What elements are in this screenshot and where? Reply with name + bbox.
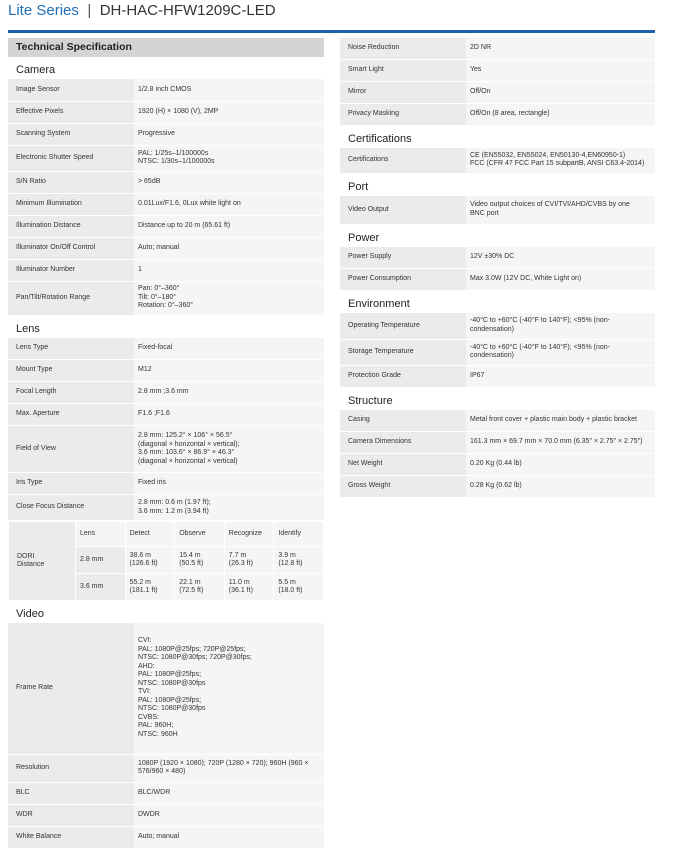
spec-value: 2.8 mm ;3.6 mm	[134, 382, 324, 404]
spec-row	[340, 81, 655, 103]
spec-key: Max. Aperture	[8, 404, 134, 426]
spec-value: Max 3.0W (12V DC, White Light on)	[466, 269, 655, 291]
spec-key: Power Supply	[340, 247, 466, 269]
spec-key: S/N Ratio	[8, 171, 134, 193]
dori-header-detect: Detect	[125, 522, 175, 547]
spec-key: Operating Temperature	[340, 313, 466, 339]
spec-key: Scanning System	[8, 123, 134, 145]
video-continued-table	[340, 38, 655, 126]
spec-key: Close Focus Distance	[8, 495, 134, 521]
spec-key: WDR	[8, 804, 134, 826]
spec-row	[8, 404, 324, 426]
section-title-certifications: Certifications	[348, 132, 412, 145]
spec-key: Iris Type	[8, 473, 134, 495]
spec-row	[8, 360, 324, 382]
spec-value: -40°C to +60°C (-40°F to 140°F); <95% (non- condensation)	[466, 313, 655, 339]
spec-row	[340, 454, 655, 476]
spec-value: -40°C to +60°C (-40°F to 140°F); <95% (non- condensation)	[466, 339, 655, 365]
spec-value: 0.20 Kg (0.44 lb)	[466, 454, 655, 476]
spec-row	[8, 623, 324, 754]
header-divider	[8, 30, 655, 33]
spec-value: Fixed iris	[134, 473, 324, 495]
spec-value: Off/On	[466, 81, 655, 103]
right-column	[340, 38, 655, 498]
spec-value: 1	[134, 259, 324, 281]
spec-row	[8, 123, 324, 145]
dori-table	[8, 521, 324, 601]
spec-key: Protection Grade	[340, 365, 466, 387]
spec-value: Off/On (8 area, rectangle)	[466, 103, 655, 125]
dori-lens: 2.8 mm	[76, 547, 126, 574]
dori-recognize: 11.0 m (36.1 ft)	[224, 574, 274, 601]
port-table	[340, 196, 655, 225]
spec-key: Focal Length	[8, 382, 134, 404]
spec-key: Frame Rate	[8, 623, 134, 754]
spec-value: M12	[134, 360, 324, 382]
header-separator: |	[87, 2, 92, 19]
spec-key: Storage Temperature	[340, 339, 466, 365]
spec-row	[8, 338, 324, 360]
spec-key: Lens Type	[8, 338, 134, 360]
spec-value: BLC/WDR	[134, 782, 324, 804]
spec-key: Video Output	[340, 196, 466, 224]
spec-key: Net Weight	[340, 454, 466, 476]
spec-row	[8, 804, 324, 826]
spec-row	[8, 754, 324, 782]
spec-value: IP67	[466, 365, 655, 387]
spec-key: Mirror	[340, 81, 466, 103]
spec-value: DWDR	[134, 804, 324, 826]
spec-row	[8, 145, 324, 171]
spec-row	[8, 237, 324, 259]
spec-key: Noise Reduction	[340, 38, 466, 59]
left-column	[8, 38, 324, 849]
spec-key: White Balance	[8, 826, 134, 848]
model-name: DH-HAC-HFW1209C-LED	[99, 2, 276, 19]
spec-value: Distance up to 20 m (65.61 ft)	[134, 215, 324, 237]
spec-row	[8, 382, 324, 404]
spec-row	[340, 339, 655, 365]
structure-table	[340, 410, 655, 499]
spec-row	[340, 148, 655, 174]
dori-header-recognize: Recognize	[224, 522, 274, 547]
spec-key: Camera Dimensions	[340, 432, 466, 454]
spec-row	[8, 215, 324, 237]
spec-value: Auto; manual	[134, 826, 324, 848]
spec-key: Gross Weight	[340, 476, 466, 498]
spec-row	[8, 171, 324, 193]
section-title-environment: Environment	[348, 298, 410, 310]
power-table	[340, 247, 655, 292]
section-title-power: Power	[348, 231, 380, 244]
spec-value: 2.8 mm: 125.2° × 106° × 56.5° (diagonal × horizontal × vertical); 3.6 mm: 103.6° × 86.9° × 46.3° (diagonal × horizontal × vertical)	[134, 426, 324, 473]
spec-key: Power Consumption	[340, 269, 466, 291]
spec-key: Certifications	[340, 148, 466, 174]
spec-row	[340, 432, 655, 454]
spec-row	[8, 281, 324, 315]
spec-key: Pan/Tilt/Rotation Range	[8, 281, 134, 315]
spec-row	[8, 79, 324, 101]
dori-recognize: 7.7 m (26.3 ft)	[224, 547, 274, 574]
dori-label: DORI Distance	[9, 522, 76, 601]
spec-value: CVI: PAL: 1080P@25fps; 720P@25fps; NTSC: 1080P@30fps; 720P@30fps; AHD: PAL: 1080P@25fps; NTSC: 1080P@30fps TVI: PAL: 1080P@25fps; NTSC: 1080P@30fps CVBS: PAL: 960H; NTSC: 960H	[134, 623, 324, 754]
spec-key: Electronic Shutter Speed	[8, 145, 134, 171]
spec-value: 1080P (1920 × 1080); 720P (1280 × 720); 960H (960 × 576/960 × 480)	[134, 754, 324, 782]
dori-detect: 38.6 m (126.6 ft)	[125, 547, 175, 574]
spec-row	[8, 495, 324, 521]
spec-value: PAL: 1/25s–1/100000s NTSC: 1/30s–1/100000s	[134, 145, 324, 171]
spec-value: Auto; manual	[134, 237, 324, 259]
spec-row	[8, 426, 324, 473]
dori-identify: 3.9 m (12.8 ft)	[274, 547, 324, 574]
spec-value: Video output choices of CVI/TVI/AHD/CVBS by one BNC port	[466, 196, 655, 224]
spec-value: 12V ±30% DC	[466, 247, 655, 269]
series-name: Lite Series	[8, 2, 79, 19]
spec-row	[340, 59, 655, 81]
spec-row	[340, 476, 655, 498]
page-header	[8, 2, 276, 24]
spec-key: Mount Type	[8, 360, 134, 382]
spec-value: 1/2.8 inch CMOS	[134, 79, 324, 101]
section-title-camera: Camera	[16, 64, 56, 76]
dori-header-observe: Observe	[175, 522, 225, 547]
section-title-structure: Structure	[348, 394, 393, 407]
spec-value: 0.01Lux/F1.6, 0Lux white light on	[134, 193, 324, 215]
spec-value: Fixed-focal	[134, 338, 324, 360]
spec-key: Casing	[340, 410, 466, 432]
spec-value: Metal front cover + plastic main body + plastic bracket	[466, 410, 655, 432]
dori-detect: 55.2 m (181.1 ft)	[125, 574, 175, 601]
spec-value: Progressive	[134, 123, 324, 145]
spec-row	[340, 410, 655, 432]
spec-value: Pan: 0°–360° Tilt: 0°–180° Rotation: 0°–360°	[134, 281, 324, 315]
spec-key: BLC	[8, 782, 134, 804]
spec-row	[340, 313, 655, 339]
spec-value: 1920 (H) × 1080 (V), 2MP	[134, 101, 324, 123]
section-title-port: Port	[348, 181, 369, 193]
spec-key: Illumination Distance	[8, 215, 134, 237]
spec-row	[8, 193, 324, 215]
spec-row	[340, 38, 655, 59]
spec-row	[340, 269, 655, 291]
spec-value: 161.3 mm × 69.7 mm × 70.0 mm (6.35" × 2.75" × 2.75")	[466, 432, 655, 454]
spec-key: Resolution	[8, 754, 134, 782]
spec-value: 2.8 mm: 0.6 m (1.97 ft); 3.6 mm: 1.2 m (3.94 ft)	[134, 495, 324, 521]
spec-key: Image Sensor	[8, 79, 134, 101]
spec-row	[8, 101, 324, 123]
spec-key: Minimum Illumination	[8, 193, 134, 215]
spec-title: Technical Specification	[8, 38, 324, 57]
spec-row	[340, 365, 655, 387]
lens-table	[8, 338, 324, 522]
spec-value: F1.6 ;F1.6	[134, 404, 324, 426]
section-title-lens: Lens	[16, 322, 40, 335]
spec-key: Smart Light	[340, 59, 466, 81]
spec-row	[340, 103, 655, 125]
spec-row	[8, 826, 324, 848]
dori-identify: 5.5 m (18.0 ft)	[274, 574, 324, 601]
section-title-video: Video	[16, 608, 44, 620]
spec-row	[340, 196, 655, 224]
spec-value: > 65dB	[134, 171, 324, 193]
spec-row	[8, 473, 324, 495]
spec-value: Yes	[466, 59, 655, 81]
dori-observe: 15.4 m (50.5 ft)	[175, 547, 225, 574]
spec-key: Illuminator Number	[8, 259, 134, 281]
dori-header-identify: Identify	[274, 522, 324, 547]
dori-header-lens: Lens	[76, 522, 126, 547]
spec-value: 2D NR	[466, 38, 655, 59]
spec-row	[8, 782, 324, 804]
camera-table	[8, 79, 324, 316]
spec-key: Field of View	[8, 426, 134, 473]
spec-key: Illuminator On/Off Control	[8, 237, 134, 259]
spec-row	[340, 247, 655, 269]
dori-observe: 22.1 m (72.5 ft)	[175, 574, 225, 601]
spec-value: 0.28 Kg (0.62 lb)	[466, 476, 655, 498]
spec-key: Privacy Masking	[340, 103, 466, 125]
dori-lens: 3.6 mm	[76, 574, 126, 601]
spec-row	[8, 259, 324, 281]
spec-value: CE (EN55032, EN55024, EN50130-4,EN60950-1) FCC (CFR 47 FCC Part 15 subpartB, ANSI C63.4-2014)	[466, 148, 655, 174]
video-table	[8, 623, 324, 849]
environment-table	[340, 313, 655, 388]
certifications-table	[340, 148, 655, 175]
spec-key: Effective Pixels	[8, 101, 134, 123]
